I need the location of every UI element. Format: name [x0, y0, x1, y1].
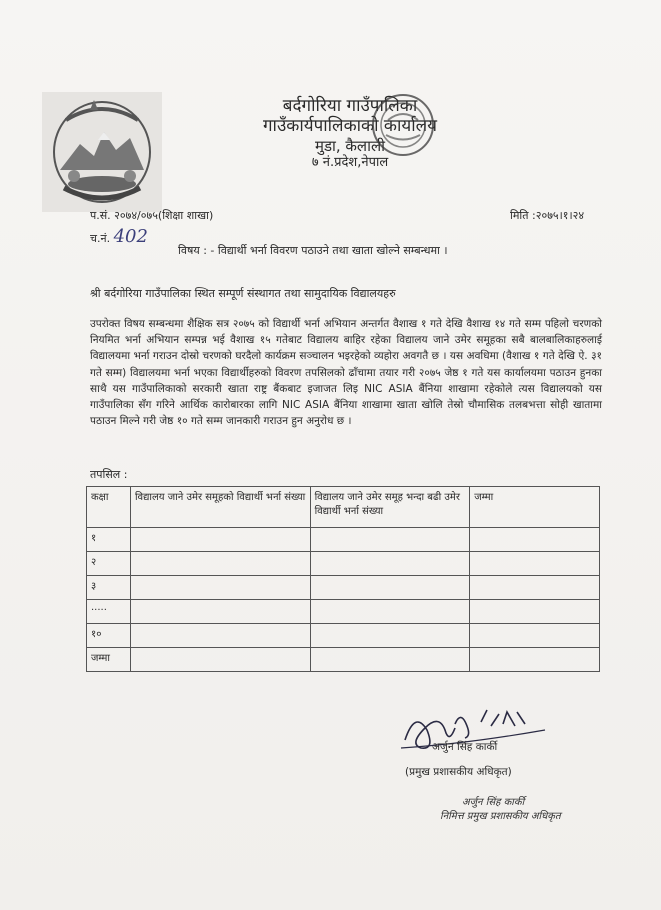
letter-body: उपरोक्त विषय सम्बन्धमा शैक्षिक सत्र २०७५ को विद्यार्थी भर्ना अभियान अन्तर्गत वैशाख १ गते देखि वैशाख १४ गते सम्म पहिलो चरणको नियमित भर्ना अभियान सम्पन्न भई वैशाख १५ गतेबाट विद्यालय बाहिर रहेका विद्यालय जाने उमेर समूहका सबै बालबालिकाहरुलाई विद्यालयमा भर्ना गराउन दोस्रो चरणको घरदैलो कार्यक्रम सञ्चालन भइरहेको व्यहोरा अवगतै छ । यस अवधिमा (वैशाख १ गते देखि ऐ. ३१ गते सम्म) विद्यालयमा भर्ना भएका विद्यार्थीहरुको विवरण तपसिलको ढाँचामा तयार गरी २०७५ जेष्ठ १ गते यस कार्यालयमा पठाउन हुनका साथै यस गाउँपालिकाको सरकारी खाता राष्ट्र बैंकबाट इजाजत लिइ NIC ASIA बैंनिया शाखामा रहेकोले त्यस विद्यालयको यस गाउँपालिका सँग गरिने आर्थिक कारोबारका लागि NIC ASIA बैंनिया शाखामा खाता खोलि तेस्रो चौमासिक तलबभत्ता सोही खातामा पठाउन मिल्ने गरी जेष्ठ १० गते सम्म जानकारी गराउन हुन अनुरोध छ ।: [90, 318, 602, 428]
stamp-signatory-name: अर्जुन सिंह कार्की: [462, 797, 525, 808]
table-cell: [130, 600, 310, 624]
table-cell: [470, 648, 600, 672]
table-row: [87, 552, 600, 576]
table-cell: [310, 552, 470, 576]
office-location: मुडा, कैलाली: [314, 136, 386, 155]
table-row-class: १०: [87, 624, 131, 648]
letter-subject: विषय : - विद्यार्थी भर्ना विवरण पठाउने तथा खाता खोल्ने सम्बन्धमा ।: [178, 244, 448, 257]
reference-number: प.सं. २०७४/०७५(शिक्षा शाखा): [90, 209, 214, 222]
table-cell: [470, 576, 600, 600]
table-cell: [310, 648, 470, 672]
table-header-cell: विद्यालय जाने उमेर समूहको विद्यार्थी भर्ना संख्या: [130, 487, 310, 528]
table-cell: [130, 624, 310, 648]
table-header-cell: विद्यालय जाने उमेर समूह भन्दा बढी उमेर विद्यार्थी भर्ना संख्या: [310, 487, 470, 528]
table-cell: [310, 528, 470, 552]
office-name: गाउँकार्यपालिकाको कार्यालय: [262, 116, 438, 137]
dispatch-label: च.नं.: [90, 232, 111, 245]
table-row: [87, 648, 600, 672]
table-header-cell: जम्मा: [470, 487, 600, 528]
signatory-title: (प्रमुख प्रशासकीय अधिकृत): [405, 766, 512, 778]
dispatch-number-handwritten: 402: [113, 226, 148, 247]
office-stamp-icon: [358, 80, 448, 170]
table-row: [87, 624, 600, 648]
dispatch-number: [90, 226, 148, 247]
table-header-cell: कक्षा: [87, 487, 131, 528]
table-cell: [470, 600, 600, 624]
table-row: [87, 600, 600, 624]
table-row-class: जम्मा: [87, 648, 131, 672]
table-cell: [470, 624, 600, 648]
admission-table: [86, 486, 600, 672]
table-cell: [130, 528, 310, 552]
table-row: [87, 576, 600, 600]
province-name: ७ नं.प्रदेश,नेपाल: [311, 154, 389, 170]
table-cell: [310, 624, 470, 648]
stamp-signatory-title: निमित्त प्रमुख प्रशासकीय अधिकृत: [440, 811, 561, 822]
table-row-class: .....: [87, 600, 131, 624]
table-row: [87, 528, 600, 552]
details-label: तपसिल :: [90, 468, 128, 481]
table-cell: [310, 576, 470, 600]
table-row-class: ३: [87, 576, 131, 600]
nepal-emblem-icon: [42, 92, 162, 212]
municipality-name: बर्दगोरिया गाउँपालिका: [282, 96, 418, 116]
table-cell: [130, 648, 310, 672]
table-cell: [470, 528, 600, 552]
letter-addressee: श्री बर्दगोरिया गाउँपालिका स्थित सम्पूर्ण संस्थागत तथा सामुदायिक विद्यालयहरु: [90, 287, 396, 300]
table-cell: [310, 600, 470, 624]
table-row-class: २: [87, 552, 131, 576]
table-cell: [130, 576, 310, 600]
table-header-row: [87, 487, 600, 528]
letter-date: मिति :२०७५।१।२४: [510, 209, 585, 222]
office-header: [200, 92, 500, 170]
table-cell: [130, 552, 310, 576]
signatory-name: अर्जुन सिंह कार्की: [432, 741, 498, 753]
table-cell: [470, 552, 600, 576]
table-row-class: १: [87, 528, 131, 552]
